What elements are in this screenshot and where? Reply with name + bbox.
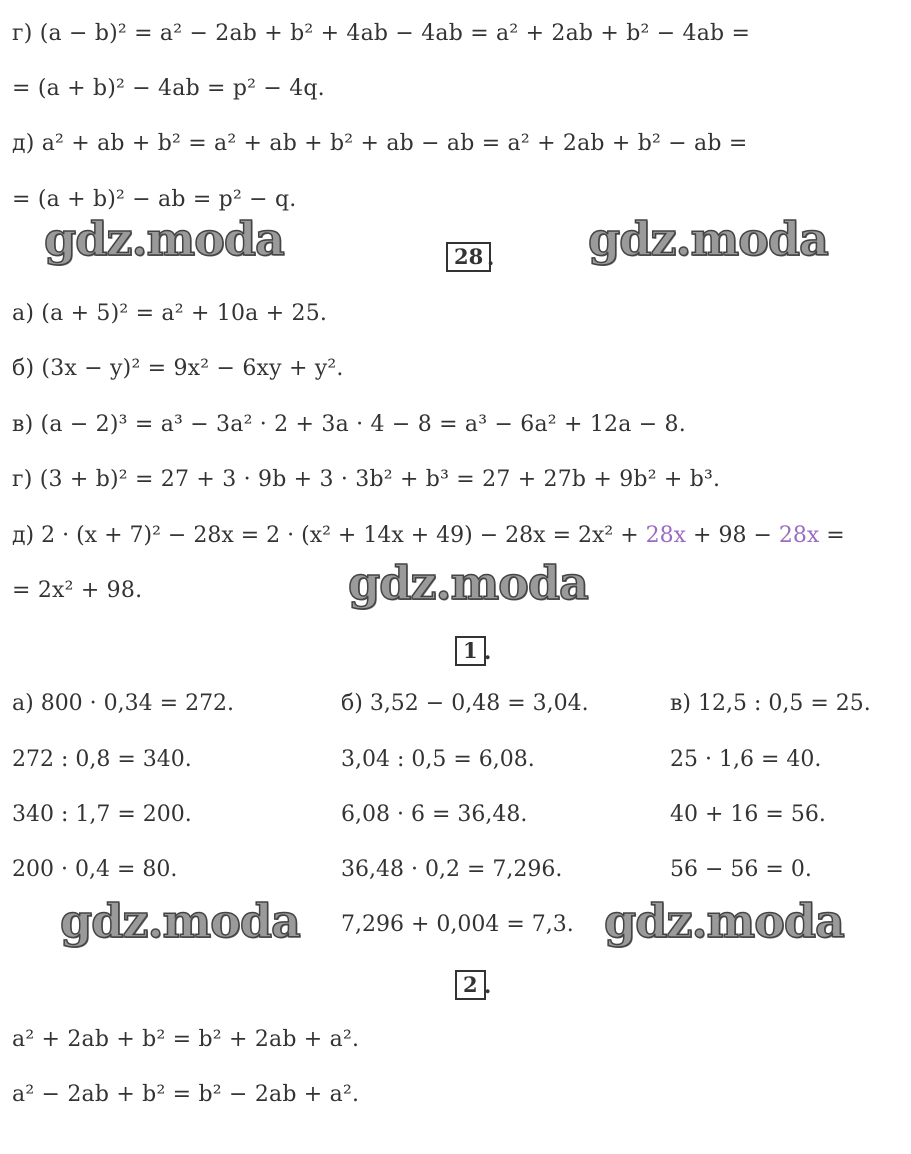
watermark-logo: gdz.moda: [604, 894, 844, 948]
text-line-28-g: г) (3 + b)² = 27 + 3 · 9b + 3 · 3b² + b³ = 27 + 27b + 9b² + b³.: [12, 467, 721, 492]
text-line-2-a: a² + 2ab + b² = b² + 2ab + a².: [12, 1027, 360, 1052]
column-b-line: 6,08 · 6 = 36,48.: [341, 802, 528, 827]
column-c-line: 40 + 16 = 56.: [670, 802, 826, 827]
watermark-logo: gdz.moda: [60, 894, 300, 948]
column-c-line: в) 12,5 : 0,5 = 25.: [670, 691, 871, 716]
section-number-1: 1: [455, 636, 486, 666]
text-line-2-b: a² − 2ab + b² = b² − 2ab + a².: [12, 1082, 360, 1107]
section-number-dot: .: [484, 639, 492, 664]
column-b-line: 7,296 + 0,004 = 7,3.: [341, 912, 574, 937]
column-a-line: 272 : 0,8 = 340.: [12, 747, 192, 772]
watermark-logo: gdz.moda: [44, 212, 284, 266]
text-line-28-v: в) (a − 2)³ = a³ − 3a² · 2 + 3a · 4 − 8 = a³ − 6a² + 12a − 8.: [12, 412, 686, 437]
text-line-28-d: [12, 522, 845, 550]
column-b-line: б) 3,52 − 0,48 = 3,04.: [341, 691, 589, 716]
text-line-28-d-2: = 2x² + 98.: [12, 578, 143, 603]
text-line-g-2: = (a + b)² − 4ab = p² − 4q.: [12, 76, 325, 101]
section-number-dot: .: [484, 973, 492, 998]
text-line-28-a: а) (a + 5)² = a² + 10a + 25.: [12, 301, 328, 326]
text-line-d-1: д) a² + ab + b² = a² + ab + b² + ab − ab = a² + 2ab + b² − ab =: [12, 131, 748, 156]
column-b-line: 36,48 · 0,2 = 7,296.: [341, 857, 563, 882]
text-part: =: [819, 523, 845, 548]
column-b-line: 3,04 : 0,5 = 6,08.: [341, 747, 535, 772]
column-a-line: а) 800 · 0,34 = 272.: [12, 691, 235, 716]
watermark-logo: gdz.moda: [588, 212, 828, 266]
highlighted-term: 28x: [778, 523, 820, 548]
column-a-line: 340 : 1,7 = 200.: [12, 802, 192, 827]
text-line-g-1: г) (a − b)² = a² − 2ab + b² + 4ab − 4ab = a² + 2ab + b² − 4ab =: [12, 21, 751, 46]
highlighted-term: 28x: [645, 523, 687, 548]
text-line-28-b: б) (3x − y)² = 9x² − 6xy + y².: [12, 356, 344, 381]
column-c-line: 25 · 1,6 = 40.: [670, 747, 822, 772]
text-part: д) 2 · (x + 7)² − 28x = 2 · (x² + 14x + 49) − 28x = 2x² +: [12, 523, 646, 548]
text-part: + 98 −: [686, 523, 779, 548]
section-number-dot: .: [487, 245, 495, 270]
column-a-line: 200 · 0,4 = 80.: [12, 857, 178, 882]
watermark-logo: gdz.moda: [348, 556, 588, 610]
text-line-d-2: = (a + b)² − ab = p² − q.: [12, 187, 297, 212]
column-c-line: 56 − 56 = 0.: [670, 857, 812, 882]
section-number-2: 2: [455, 970, 486, 1000]
section-number-28: 28: [446, 242, 491, 272]
